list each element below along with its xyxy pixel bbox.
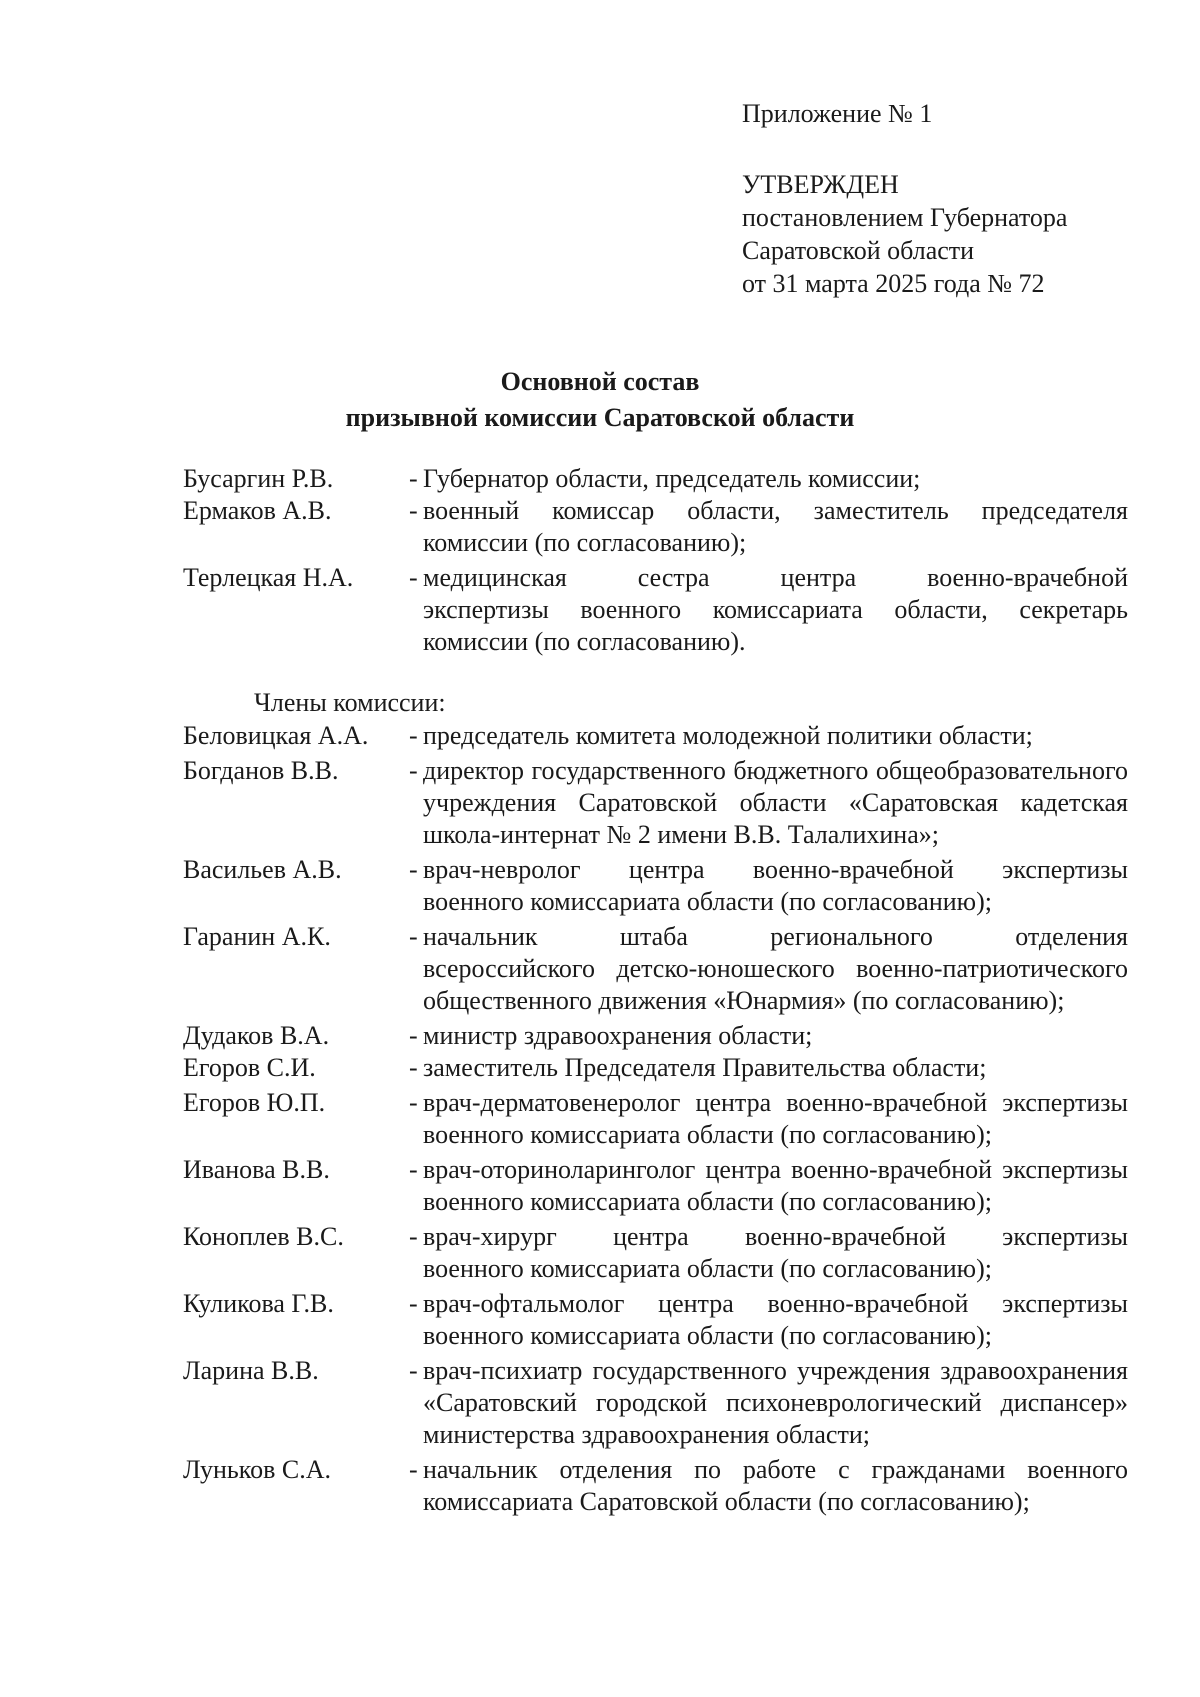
member-role bbox=[409, 1454, 1128, 1518]
dash-marker: - bbox=[409, 1053, 418, 1082]
member-name: Гаранин А.К. bbox=[183, 922, 331, 951]
dash-marker: - bbox=[409, 1088, 418, 1117]
dash-marker: - bbox=[409, 1455, 418, 1484]
role-line: общественного движения «Юнармия» (по согласованию); bbox=[423, 986, 1065, 1015]
member-name: Беловицкая А.А. bbox=[183, 721, 369, 750]
approval-block bbox=[742, 168, 1067, 300]
role-line: военного комиссариата области (по согласованию); bbox=[423, 1120, 992, 1149]
members-label: Члены комиссии: bbox=[254, 688, 446, 717]
approved-date: от 31 марта 2025 года № 72 bbox=[742, 269, 1045, 298]
role-line: медицинская сестра центра военно-врачебной bbox=[423, 563, 1128, 592]
member-role bbox=[409, 463, 1128, 495]
member-role bbox=[409, 1154, 1128, 1218]
role-text bbox=[423, 463, 1128, 495]
role-text bbox=[423, 562, 1128, 658]
dash-marker: - bbox=[409, 855, 418, 884]
list-item bbox=[183, 463, 1128, 495]
member-name: Луньков С.А. bbox=[183, 1455, 331, 1484]
role-line: начальник штаба регионального отделения bbox=[423, 922, 1128, 951]
leadership-list bbox=[183, 463, 1128, 658]
role-line: врач-дерматовенеролог центра военно-врачебной экспертизы bbox=[423, 1088, 1128, 1117]
members-list bbox=[183, 720, 1128, 1518]
member-role bbox=[409, 1087, 1128, 1151]
role-text bbox=[423, 720, 1128, 752]
role-text bbox=[423, 921, 1128, 1017]
role-text bbox=[423, 1221, 1128, 1285]
role-line: председатель комитета молодежной политики области; bbox=[423, 721, 1033, 750]
dash-marker: - bbox=[409, 922, 418, 951]
role-text bbox=[423, 1052, 1128, 1084]
list-item bbox=[183, 755, 1128, 851]
approved-heading: УТВЕРЖДЕН bbox=[742, 170, 899, 199]
role-text bbox=[423, 1355, 1128, 1451]
role-text bbox=[423, 755, 1128, 851]
role-line: врач-невролог центра военно-врачебной экспертизы bbox=[423, 855, 1128, 884]
approved-by-line-1: постановлением Губернатора bbox=[742, 203, 1068, 232]
role-line: школа-интернат № 2 имени В.В. Талалихина»; bbox=[423, 820, 939, 849]
dash-marker: - bbox=[409, 563, 418, 592]
member-role bbox=[409, 495, 1128, 559]
title-line-2: призывной комиссии Саратовской области bbox=[345, 403, 855, 432]
member-name: Ларина В.В. bbox=[183, 1356, 319, 1385]
role-line: министерства здравоохранения области; bbox=[423, 1420, 870, 1449]
list-item bbox=[183, 562, 1128, 658]
member-name: Дудаков В.А. bbox=[183, 1021, 330, 1050]
member-name: Васильев А.В. bbox=[183, 855, 342, 884]
member-role bbox=[409, 1020, 1128, 1052]
member-role bbox=[409, 1052, 1128, 1084]
list-item bbox=[183, 1221, 1128, 1285]
role-line: «Саратовский городской психоневрологический диспансер» bbox=[423, 1388, 1128, 1417]
dash-marker: - bbox=[409, 1356, 418, 1385]
role-line: военного комиссариата области (по согласованию); bbox=[423, 887, 992, 916]
role-line: всероссийского детско-юношеского военно-патриотического bbox=[423, 954, 1128, 983]
dash-marker: - bbox=[409, 464, 418, 493]
approved-by-line-2: Саратовской области bbox=[742, 236, 975, 265]
role-line: директор государственного бюджетного общеобразовательного bbox=[423, 756, 1128, 785]
member-role bbox=[409, 720, 1128, 752]
role-text bbox=[423, 1020, 1128, 1052]
role-line: врач-офтальмолог центра военно-врачебной экспертизы bbox=[423, 1289, 1128, 1318]
dash-marker: - bbox=[409, 1155, 418, 1184]
list-item bbox=[183, 1154, 1128, 1218]
role-line: начальник отделения по работе с гражданами военного bbox=[423, 1455, 1128, 1484]
member-role bbox=[409, 755, 1128, 851]
dash-marker: - bbox=[409, 1021, 418, 1050]
role-line: комиссии (по согласованию). bbox=[423, 627, 746, 656]
list-item bbox=[183, 1052, 1128, 1084]
role-line: Губернатор области, председатель комиссии; bbox=[423, 464, 921, 493]
dash-marker: - bbox=[409, 496, 418, 525]
role-line: военного комиссариата области (по согласованию); bbox=[423, 1187, 992, 1216]
member-name: Богданов В.В. bbox=[183, 756, 339, 785]
title-line-1: Основной состав bbox=[500, 367, 700, 396]
role-line: учреждения Саратовской области «Саратовская кадетская bbox=[423, 788, 1128, 817]
role-line: врач-хирург центра военно-врачебной экспертизы bbox=[423, 1222, 1128, 1251]
dash-marker: - bbox=[409, 756, 418, 785]
list-item bbox=[183, 720, 1128, 752]
member-role bbox=[409, 854, 1128, 918]
role-line: военного комиссариата области (по согласованию); bbox=[423, 1321, 992, 1350]
role-text bbox=[423, 495, 1128, 559]
member-name: Коноплев В.С. bbox=[183, 1222, 344, 1251]
member-name: Егоров С.И. bbox=[183, 1053, 316, 1082]
member-name: Иванова В.В. bbox=[183, 1155, 330, 1184]
role-text bbox=[423, 1454, 1128, 1518]
member-role bbox=[409, 562, 1128, 658]
role-line: министр здравоохранения области; bbox=[423, 1021, 813, 1050]
dash-marker: - bbox=[409, 1289, 418, 1318]
member-name: Егоров Ю.П. bbox=[183, 1088, 326, 1117]
role-text bbox=[423, 1288, 1128, 1352]
list-item bbox=[183, 1355, 1128, 1451]
member-name: Терлецкая Н.А. bbox=[183, 563, 354, 592]
dash-marker: - bbox=[409, 721, 418, 750]
list-item bbox=[183, 921, 1128, 1017]
appendix-label: Приложение № 1 bbox=[742, 99, 933, 128]
role-line: врач-оториноларинголог центра военно-врачебной экспертизы bbox=[423, 1155, 1128, 1184]
list-item bbox=[183, 1288, 1128, 1352]
document-title bbox=[160, 364, 1040, 436]
list-item bbox=[183, 1020, 1128, 1052]
role-text bbox=[423, 1154, 1128, 1218]
role-text bbox=[423, 1087, 1128, 1151]
member-role bbox=[409, 921, 1128, 1017]
list-item bbox=[183, 854, 1128, 918]
role-text bbox=[423, 854, 1128, 918]
member-name: Куликова Г.В. bbox=[183, 1289, 334, 1318]
member-name: Ермаков А.В. bbox=[183, 496, 332, 525]
role-line: комиссии (по согласованию); bbox=[423, 528, 747, 557]
list-item bbox=[183, 495, 1128, 559]
member-name: Бусаргин Р.В. bbox=[183, 464, 334, 493]
role-line: комиссариата Саратовской области (по согласованию); bbox=[423, 1487, 1030, 1516]
dash-marker: - bbox=[409, 1222, 418, 1251]
list-item bbox=[183, 1087, 1128, 1151]
role-line: военный комиссар области, заместитель председателя bbox=[423, 496, 1128, 525]
member-role bbox=[409, 1221, 1128, 1285]
member-role bbox=[409, 1288, 1128, 1352]
role-line: военного комиссариата области (по согласованию); bbox=[423, 1254, 992, 1283]
member-role bbox=[409, 1355, 1128, 1451]
role-line: экспертизы военного комиссариата области, секретарь bbox=[423, 595, 1128, 624]
list-item bbox=[183, 1454, 1128, 1518]
role-line: заместитель Председателя Правительства области; bbox=[423, 1053, 987, 1082]
role-line: врач-психиатр государственного учреждения здравоохранения bbox=[423, 1356, 1128, 1385]
